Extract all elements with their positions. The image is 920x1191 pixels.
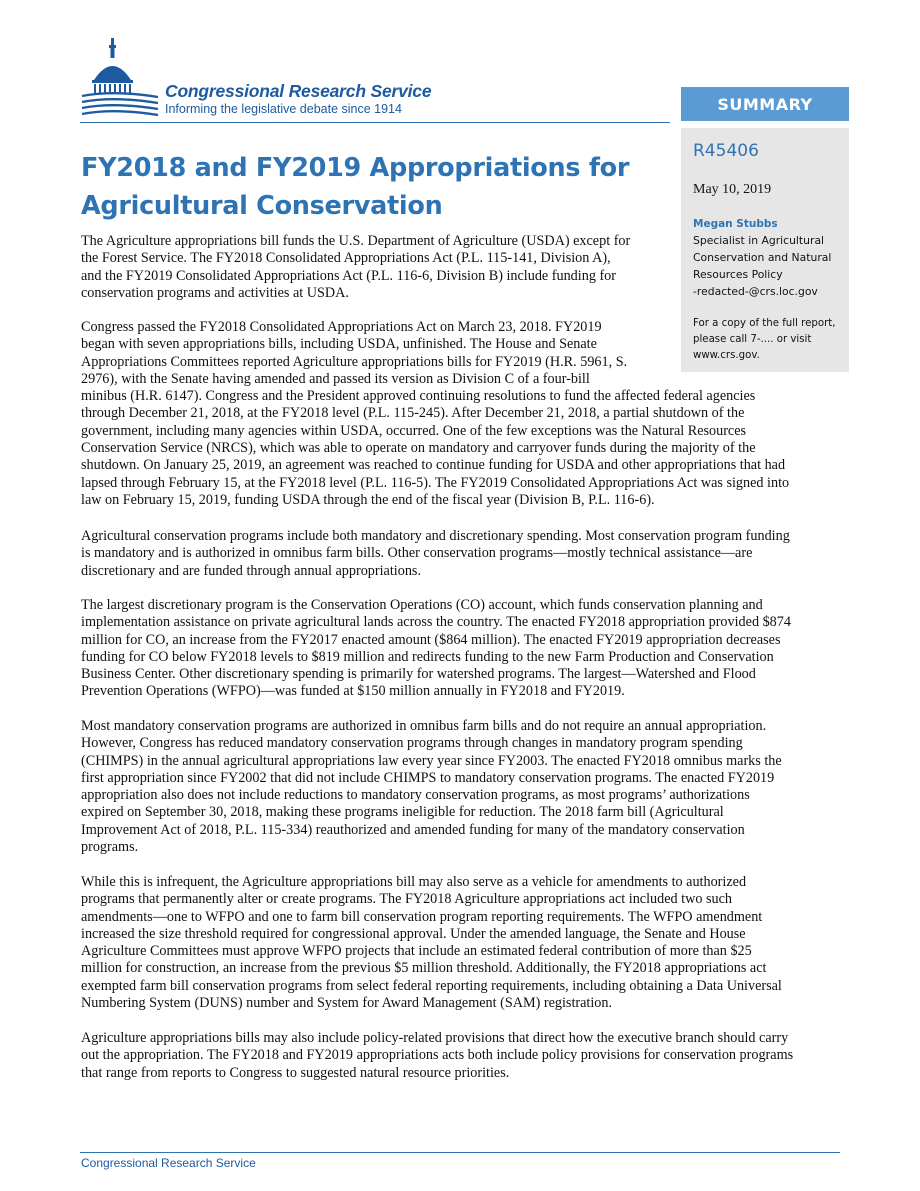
text-line: implementation assistance on private agricultural lands across the country. The enacted FY2018 appropriation provided $874 [81,614,791,631]
text-line: Prevention Operations (WFPO)—was funded at $150 million annually in FY2018 and FY2019. [81,683,625,700]
text-line: funding for CO below FY2018 levels to $819 million and redirects funding to the new Farm Production and Conservation [81,648,774,665]
text-line: and the FY2019 Consolidated Appropriations Act (P.L. 116-6, Division B) include funding for [81,267,616,284]
text-line: increased the size threshold required for congressional approval. Under the amended language, the Senate and House [81,925,746,942]
summary-paragraph-5 [81,718,782,856]
text-line: Business Center. Other discretionary spending is primarily for watershed programs. The largest—Watershed and Flood [81,666,756,683]
summary-paragraph-1 [81,233,630,302]
text-line: that range from reports to Congress to suggested natural resource priorities. [81,1064,510,1081]
author-email[interactable]: -redacted-@crs.loc.gov [693,285,818,298]
text-line: began with seven appropriations bills, including USDA, unfinished. The House and Senate [81,336,597,353]
org-tagline: Informing the legislative debate since 1914 [165,102,402,116]
author-name: Megan Stubbs [693,218,778,230]
text-line: Agricultural conservation programs include both mandatory and discretionary spending. Most conservation program funding [81,528,790,544]
text-line: million for CO, an increase from the FY2017 enacted amount ($864 million). The enacted FY2019 appropriation decreases [81,631,781,648]
text-line: amendments—one to WFPO and one to farm bill conservation program reporting requirements. The WFPO amendment [81,908,763,925]
report-number: R45406 [693,141,759,161]
report-date: May 10, 2019 [693,182,772,197]
text-line: first appropriation since FY2002 that did not include CHIMPS to mandatory conservation programs. The enacted FY2019 [81,769,775,786]
summary-paragraph-7 [81,1030,793,1082]
text-line: Improvement Act of 2018, P.L. 115-334) reauthorized and amended funding for many of the mandatory conservation [81,821,745,838]
footer-org-name: Congressional Research Service [81,1156,256,1170]
text-line: programs that permanently alter or create programs. The FY2018 Agriculture appropriations act included two such [81,891,732,908]
org-name: Congressional Research Service [165,81,432,101]
text-line: appropriation also does not include reductions to mandatory conservation programs, as most programs’ authorizations [81,787,750,804]
text-line: law on February 15, 2019, funding USDA through the end of the fiscal year (Division B, P.L. 116-6). [81,491,655,508]
report-title: FY2018 and FY2019 Appropriations for Agricultural Conservation [81,153,630,221]
text-line: Most mandatory conservation programs are authorized in omnibus farm bills and do not require an annual appropriation. [81,718,767,734]
text-line: While this is infrequent, the Agriculture appropriations bill may also serve as a vehicle for amendments to authorized [81,874,747,890]
text-line: million for construction, an increase from the previous $5 million threshold. Additionally, the FY2018 appropriations act [81,960,767,977]
text-line: However, Congress has reduced mandatory conservation programs through changes in mandatory program spending [81,735,743,752]
summary-paragraph-3 [81,528,790,580]
text-line: (CHIMPS) in the annual agricultural appropriations law every year since FY2003. The enacted FY2018 omnibus marks the [81,752,782,769]
crs-logo [80,36,480,122]
copy-request-line: For a copy of the full report, [693,318,836,329]
text-line: is mandatory and is authorized in omnibus farm bills. Other conservation programs—mostly technical assistance—are [81,545,753,562]
text-line: programs. [81,839,139,856]
text-line: out the appropriation. The FY2018 and FY2019 appropriations acts both include policy provisions for conservation programs [81,1047,794,1064]
capitol-dome-icon [80,36,162,122]
header-divider [80,122,670,123]
text-line: 2976), with the Senate having amended and passed its version as Division C of a four-bill [81,370,590,387]
summary-paragraph-6 [81,874,782,1012]
text-line: conservation programs and activities at USDA. [81,284,349,301]
crs-website-link[interactable]: www.crs.gov. [693,350,760,361]
text-line: discretionary and are funded through annual appropriations. [81,562,421,579]
text-line: lapsed through February 15, at the FY2018 level (P.L. 116-5). The FY2019 Consolidated Appropriations Act was signed into [81,474,790,491]
text-line: The Agriculture appropriations bill funds the U.S. Department of Agriculture (USDA) except for [81,233,631,249]
text-line: minibus (H.R. 6147). Congress and the President approved continuing resolutions to fund the affected federal agencies [81,388,756,405]
author-title-line: Resources Policy [693,268,783,281]
text-line: Appropriations Committees reported Agriculture appropriations bills for FY2019 (H.R. 5961, S. [81,353,628,370]
footer-divider [80,1152,840,1153]
text-line: Numbering System (DUNS) number and System for Award Management (SAM) registration. [81,995,613,1012]
text-line: The largest discretionary program is the Conservation Operations (CO) account, which funds conservation planning and [81,597,763,613]
text-line: exempted farm bill conservation programs from select federal reporting requirements, including obtaining a Data Universal [81,977,782,994]
text-line: Agriculture appropriations bills may also include policy-related provisions that direct how the executive branch should carry [81,1030,789,1046]
summary-banner: SUMMARY [681,87,849,121]
text-line: government, including many agencies within USDA, occurred. One of the few exceptions was the Natural Resources [81,422,747,439]
text-line: Conservation Service (NRCS), which was able to operate on mandatory and carryover funds during the majority of the [81,440,756,457]
text-line: Congress passed the FY2018 Consolidated Appropriations Act on March 23, 2018. FY2019 [81,319,602,335]
text-line: Agriculture Committees must approve WFPO projects that include an estimated federal contribution of more than $25 [81,943,752,960]
text-line: shutdown. On January 25, 2019, an agreement was reached to continue funding for USDA and other appropriations that had [81,457,786,474]
text-line: expired on September 30, 2018, making these programs ineligible for reduction. The 2018 farm bill (Agricultural [81,804,724,821]
author-title-line: Conservation and Natural [693,251,832,264]
text-line: through December 21, 2018, at the FY2018 level (P.L. 115-245). After December 21, 2018, a partial shutdown of the [81,405,745,422]
text-line: the Forest Service. The FY2018 Consolidated Appropriations Act (P.L. 115-141, Division A), [81,250,611,267]
summary-paragraph-2 [81,319,789,509]
summary-paragraph-4 [81,597,791,701]
author-title-line: Specialist in Agricultural [693,234,825,247]
copy-request-line: please call 7-.... or visit [693,334,812,345]
